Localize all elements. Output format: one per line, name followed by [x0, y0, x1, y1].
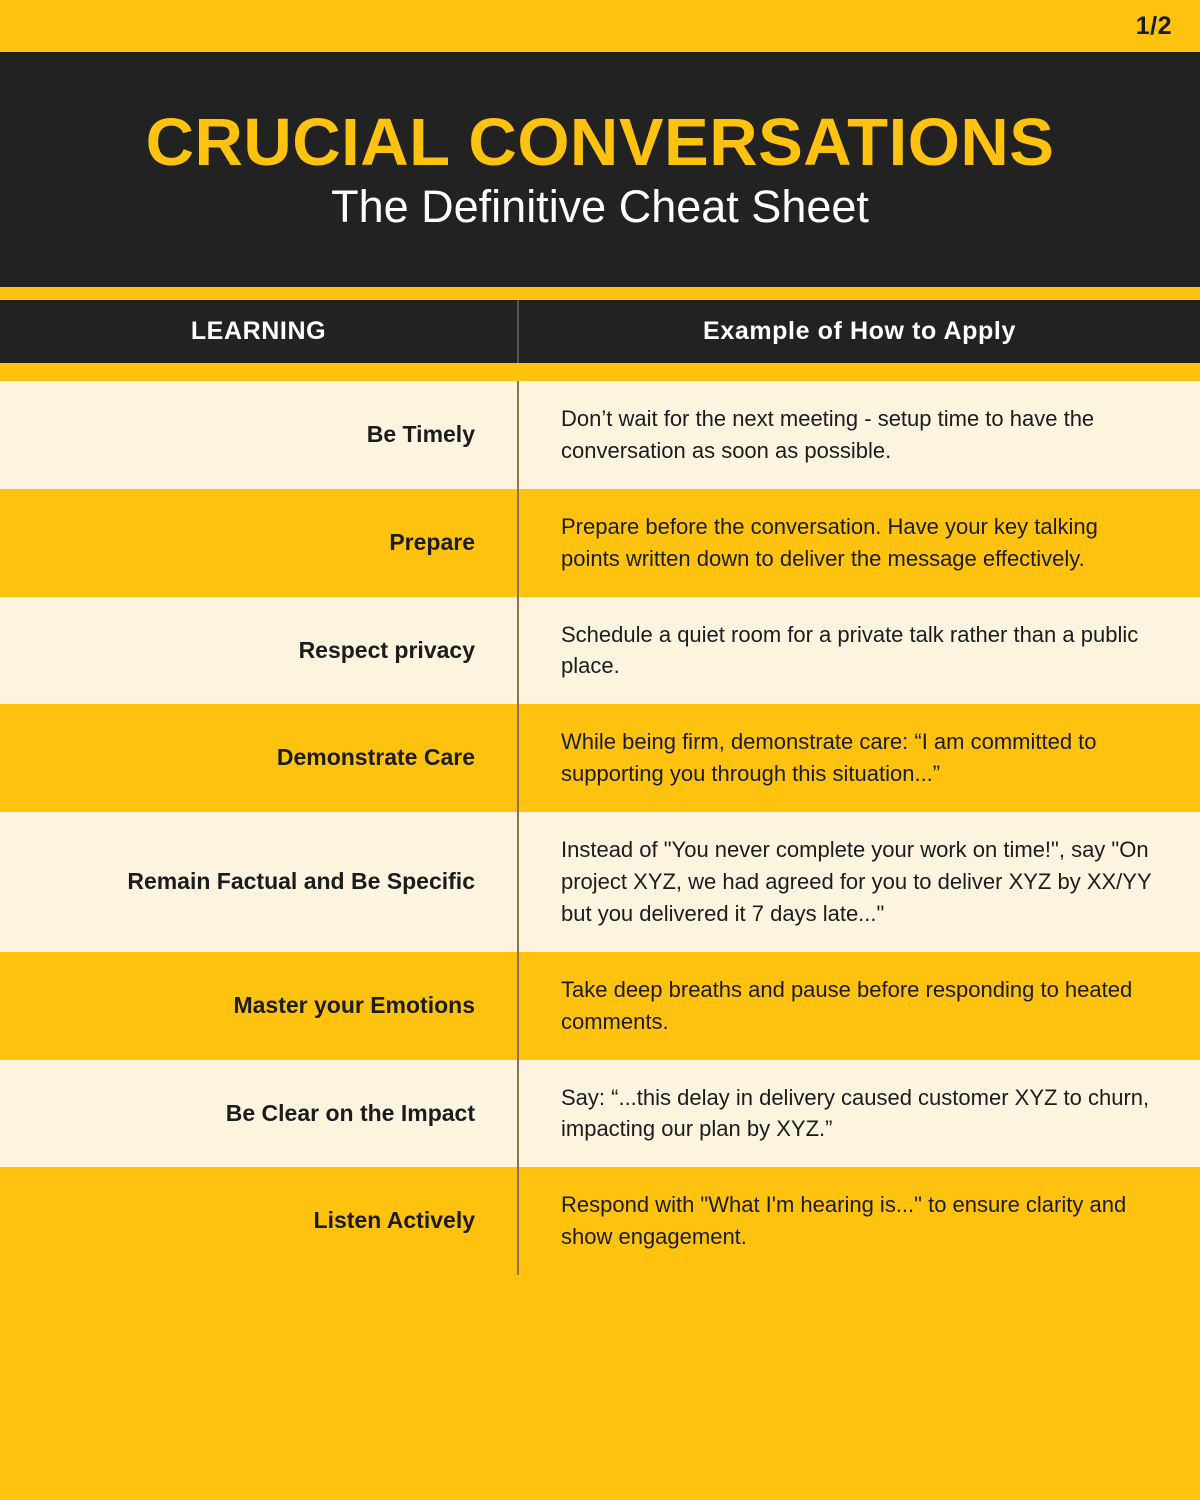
title-block [0, 52, 1200, 287]
learning-cell: Demonstrate Care [0, 704, 518, 812]
column-header-learning: LEARNING [0, 300, 518, 363]
table-row [0, 1167, 1200, 1275]
learning-cell: Listen Actively [0, 1167, 518, 1275]
learning-cell: Respect privacy [0, 597, 518, 705]
example-cell: While being firm, demonstrate care: “I am committed to supporting you through this situation...” [518, 704, 1200, 812]
table-row [0, 812, 1200, 952]
learning-cell: Be Timely [0, 381, 518, 489]
learnings-table [0, 300, 1200, 1275]
table-header [0, 300, 1200, 363]
table-body [0, 363, 1200, 1275]
table-spacer [0, 363, 1200, 381]
learning-cell: Be Clear on the Impact [0, 1060, 518, 1168]
learning-cell: Prepare [0, 489, 518, 597]
example-cell: Instead of "You never complete your work on time!", say "On project XYZ, we had agreed for you to deliver XYZ by XX/YY but you delivered it 7 days late..." [518, 812, 1200, 952]
example-cell: Don’t wait for the next meeting - setup time to have the conversation as soon as possible. [518, 381, 1200, 489]
learning-cell: Remain Factual and Be Specific [0, 812, 518, 952]
page-title: CRUCIAL CONVERSATIONS [145, 104, 1055, 180]
learning-cell: Master your Emotions [0, 952, 518, 1060]
example-cell: Respond with "What I'm hearing is..." to ensure clarity and show engagement. [518, 1167, 1200, 1275]
page-number: 1/2 [1135, 11, 1172, 40]
column-header-example: Example of How to Apply [518, 300, 1200, 363]
example-cell: Say: “...this delay in delivery caused customer XYZ to churn, impacting our plan by XYZ.” [518, 1060, 1200, 1168]
table-row [0, 597, 1200, 705]
page-subtitle: The Definitive Cheat Sheet [331, 180, 869, 232]
table-row [0, 704, 1200, 812]
table-row [0, 952, 1200, 1060]
example-cell: Schedule a quiet room for a private talk rather than a public place. [518, 597, 1200, 705]
divider-gold [0, 287, 1200, 300]
table-row [0, 489, 1200, 597]
table-row [0, 1060, 1200, 1168]
top-strip [0, 0, 1200, 52]
example-cell: Take deep breaths and pause before responding to heated comments. [518, 952, 1200, 1060]
table-row [0, 381, 1200, 489]
example-cell: Prepare before the conversation. Have your key talking points written down to deliver the message effectively. [518, 489, 1200, 597]
